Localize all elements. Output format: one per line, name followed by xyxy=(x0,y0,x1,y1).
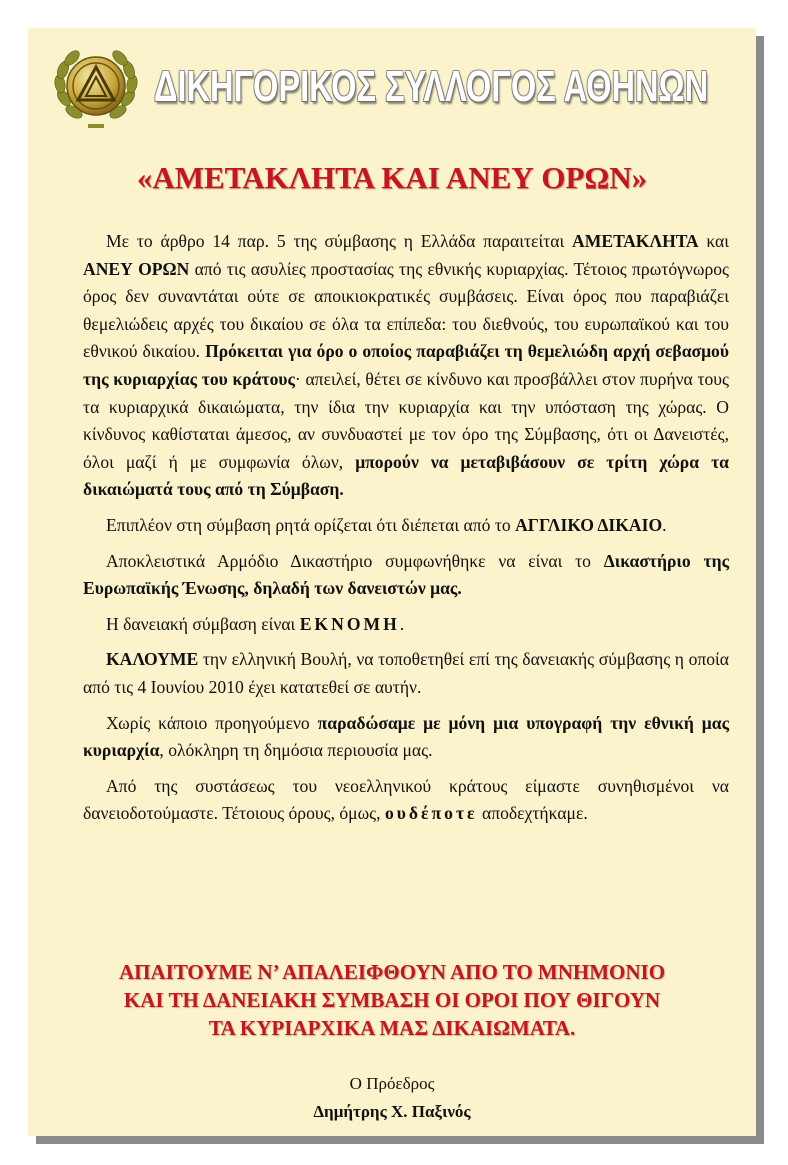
text-run: Επιπλέον στη σύμβαση ρητά ορίζεται ότι διέπεται από το xyxy=(106,514,516,535)
header xyxy=(50,40,740,136)
text-run: την ελληνική Βουλή, να τοποθετηθεί επί της δανειακής σύμβασης η οποία από τις 4 Ιουνίου 2010 έχει κατατεθεί σε αυτήν. xyxy=(83,649,729,697)
organization-name: ΔΙΚΗΓΟΡΙΚΟΣ ΣΥΛΛΟΓΟΣ ΑΘΗΝΩΝ xyxy=(154,62,709,111)
bold-run: Πρόκειται για όρο ο οποίος παραβιάζει τη θεμελιώδη αρχή σεβασμού της κυριαρχίας του κράτους xyxy=(83,341,729,389)
bold-run: ΚΑΛΟΥΜΕ xyxy=(106,649,199,670)
text-run: από τις ασυλίες προστασίας της εθνικής κυριαρχίας. Τέτοιος πρωτόγνωρος όρος δεν συναντάται ούτε σε αποικιοκρατικές συμβάσεις. Είναι όρος που παραβιάζει θεμελιώδεις αρχές του δικαίου σε όλα τα επίπεδα: του διεθνούς, του ευρωπαϊκού και του εθνικού δικαίου. xyxy=(83,258,730,362)
text-run: Χωρίς κάποιο προηγούμενο xyxy=(106,712,318,733)
text-run: αποδεχτήκαμε. xyxy=(477,803,588,824)
text-run: . xyxy=(399,613,405,634)
text-run: Αποκλειστικά Αρμόδιο Δικαστήριο συμφωνήθηκε να είναι το xyxy=(106,550,604,571)
demand-statement xyxy=(48,958,736,1042)
bold-run: παραδώσαμε με μόνη μια υπογραφή την εθνική μας κυριαρχία xyxy=(83,712,729,761)
bold-run: ΑΝΕΥ ΟΡΩΝ xyxy=(83,258,190,279)
text-run: Από της συστάσεως του νεοελληνικού κράτους είμαστε συνηθισμένοι να δανειοδοτούμαστε. Τέτοιους όρους, όμως, xyxy=(83,775,729,824)
demand-line: ΚΑΙ ΤΗ ΔΑΝΕΙΑΚΗ ΣΥΜΒΑΣΗ ΟΙ ΟΡΟΙ ΠΟΥ ΘΙΓΟΥΝ xyxy=(123,988,661,1012)
paragraph-article-14 xyxy=(83,228,729,504)
paragraph-competent-court xyxy=(83,548,729,603)
document-sheet xyxy=(28,28,756,1136)
document-title: «ΑΜΕΤΑΚΛΗΤΑ ΚΑΙ ΑΝΕΥ ΟΡΩΝ» xyxy=(136,160,648,195)
signatory-role: Ο Πρόεδρος xyxy=(349,1074,435,1093)
text-run: Η δανειακή σύμβαση είναι xyxy=(106,613,300,634)
paragraph-unlawful xyxy=(83,611,729,639)
document-body xyxy=(83,228,729,836)
bold-run: μπορούν να μεταβιβάσουν σε τρίτη χώρα τα δικαιώματά τους από τη Σύμβαση. xyxy=(83,451,729,500)
bold-run: ΑΜΕΤΑΚΛΗΤΑ xyxy=(572,231,699,251)
paragraph-english-law xyxy=(83,512,729,540)
bold-run: Δικαστήριο της Ευρωπαϊκής Ένωσης, δηλαδή των δανειστών μας. xyxy=(83,550,730,599)
text-run: , ολόκληρη τη δημόσια περιουσία μας. xyxy=(159,740,433,761)
text-run: Με το άρθρο 14 παρ. 5 της σύμβασης η Ελλάδα παραιτείται xyxy=(106,231,573,251)
paragraph-sovereignty xyxy=(83,710,729,765)
bar-association-logo-icon xyxy=(50,40,142,132)
bold-run: ΑΓΓΛΙΚΟ ΔΙΚΑΙΟ xyxy=(515,514,663,535)
signature-block xyxy=(28,1070,756,1126)
text-run: και xyxy=(698,231,730,251)
paragraph-call-parliament xyxy=(83,646,729,701)
text-run: · απειλεί, θέτει σε κίνδυνο και προσβάλλει στον πυρήνα τους τα κυριαρχικά δικαιώματα, την ίδια την κυριαρχία και την υπόσταση της χώρας. Ο κίνδυνος καθίσταται άμεσος, αν συνδυαστεί με τον όρο της Σύμβασης, ότι οι Δανειστές, όλοι μαζί ή με συμφωνία όλων, xyxy=(83,368,729,472)
spaced-bold-run: ουδέποτε xyxy=(384,803,478,824)
text-run: . xyxy=(662,514,667,535)
spaced-bold-run: ΕΚΝΟΜΗ xyxy=(299,613,400,634)
demand-line: ΤΑ ΚΥΡΙΑΡΧΙΚΑ ΜΑΣ ΔΙΚΑΙΩΜΑΤΑ. xyxy=(208,1016,576,1040)
signatory-name: Δημήτρης Χ. Παξινός xyxy=(313,1102,471,1121)
paragraph-history xyxy=(83,773,729,828)
demand-line: ΑΠΑΙΤΟΥΜΕ Ν’ ΑΠΑΛΕΙΦΘΟΥΝ ΑΠΟ ΤΟ ΜΝΗΜΟΝΙΟ xyxy=(118,960,666,984)
